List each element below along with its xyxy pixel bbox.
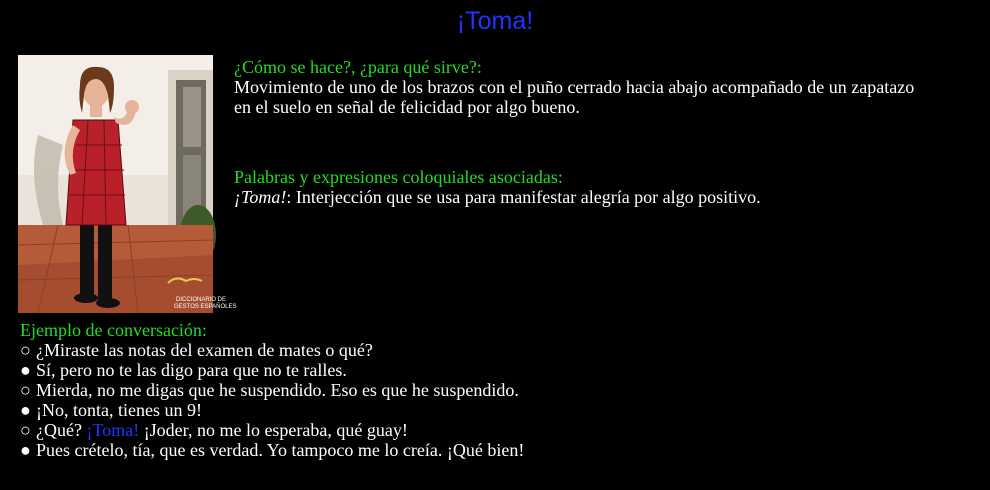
- how-heading: ¿Cómo se hace?, ¿para qué sirve?:: [234, 57, 482, 77]
- conversation-line: [20, 380, 920, 400]
- conversation-line: [20, 360, 920, 380]
- conversation-text: ¿Miraste las notas del examen de mates o qué?: [36, 340, 373, 360]
- conversation-line: [20, 400, 920, 420]
- conversation-text-pre: ¿Qué?: [36, 420, 87, 440]
- bullet-filled-icon: ●: [20, 400, 31, 420]
- conversation-line: [20, 340, 920, 360]
- conversation-text-post: ¡Joder, no me lo esperaba, qué guay!: [139, 420, 408, 440]
- logo-text-line1: DICCIONARIO DE: [176, 297, 227, 303]
- bullet-open-icon: ○: [20, 340, 31, 360]
- bullet-open-icon: ○: [20, 380, 31, 400]
- highlighted-expression: ¡Toma!: [86, 420, 140, 440]
- logo-text-line2: GESTOS ESPAÑOLES: [174, 304, 237, 310]
- conversation-line: [20, 440, 920, 460]
- bullet-filled-icon: ●: [20, 440, 31, 460]
- conversation-text: Pues crételo, tía, que es verdad. Yo tampoco me lo creía. ¡Qué bien!: [36, 440, 525, 460]
- expression-entry: [234, 187, 934, 207]
- conversation-text: Mierda, no me digas que he suspendido. Eso es que he suspendido.: [36, 380, 519, 400]
- how-section: [234, 57, 934, 117]
- expression-definition: : Interjección que se usa para manifestar alegría por algo positivo.: [286, 187, 761, 207]
- conversation-heading: Ejemplo de conversación:: [20, 320, 207, 340]
- conversation-section: [20, 320, 920, 460]
- expressions-section: [234, 167, 934, 207]
- page-title: ¡Toma!: [456, 7, 534, 35]
- bullet-open-icon: ○: [20, 420, 31, 440]
- bullet-filled-icon: ●: [20, 360, 31, 380]
- conversation-text: Sí, pero no te las digo para que no te ralles.: [36, 360, 347, 380]
- gesture-photo: [18, 55, 237, 313]
- conversation-text: ¡No, tonta, tienes un 9!: [36, 400, 202, 420]
- how-text: Movimiento de uno de los brazos con el puño cerrado hacia abajo acompañado de un zapatazo en el suelo en señal de felicidad por algo bueno.: [234, 77, 915, 117]
- expression-term: ¡Toma!: [234, 187, 287, 207]
- expressions-heading: Palabras y expresiones coloquiales asociadas:: [234, 167, 563, 187]
- conversation-line: [20, 420, 920, 440]
